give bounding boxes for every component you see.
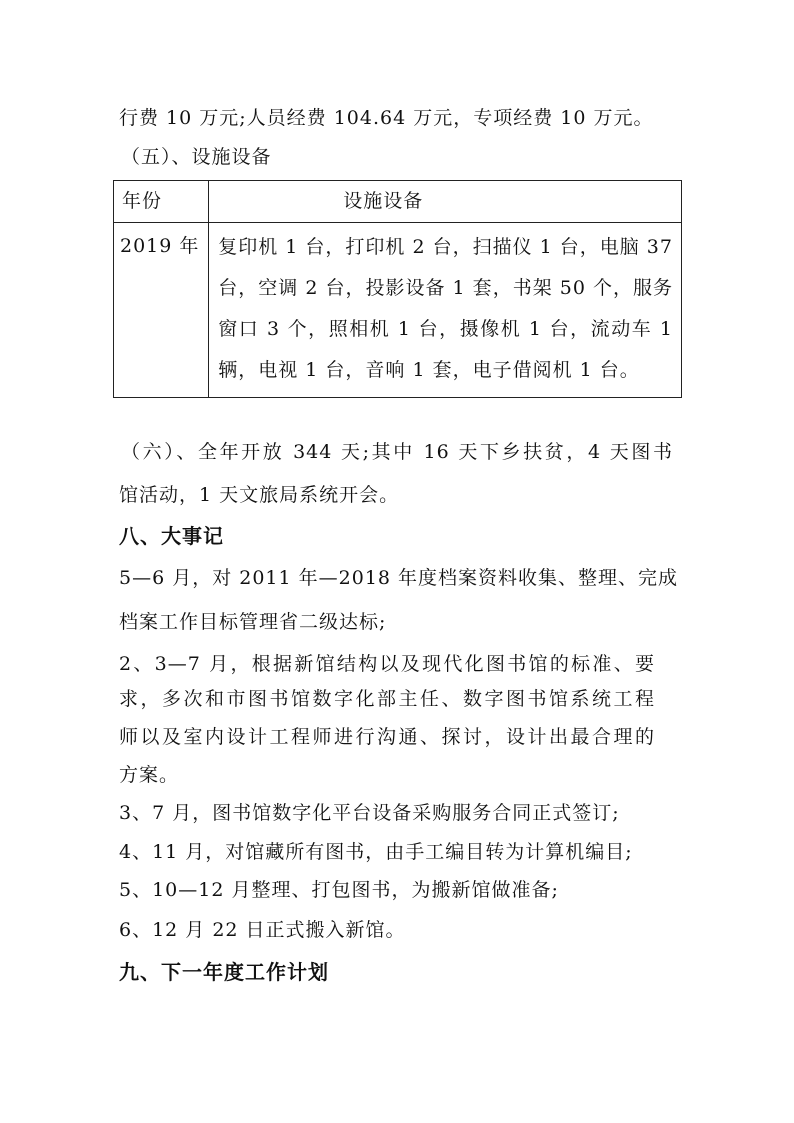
next-plan-heading: 九、下一年度工作计划 <box>119 960 329 984</box>
event-item-line: 方案。 <box>119 764 180 786</box>
event-item-line: 3、7 月，图书馆数字化平台设备采购服务合同正式签订; <box>119 802 620 824</box>
events-heading: 八、大事记 <box>119 524 224 548</box>
event-item-line: 6、12 月 22 日正式搬入新馆。 <box>119 919 406 941</box>
year-cell: 2019 年 <box>114 223 209 398</box>
table-header-row <box>114 181 682 223</box>
event-item-line: 求，多次和市图书馆数字化部主任、数字图书馆系统工程 <box>119 688 655 710</box>
event-item-line: 5—6 月，对 2011 年—2018 年度档案资料收集、整理、完成 <box>119 567 679 589</box>
open-days-line-continued: 馆活动，1 天文旅局系统开会。 <box>119 484 400 506</box>
equipment-line: 辆，电视 1 台，音响 1 套，电子借阅机 1 台。 <box>218 359 640 381</box>
equipment-line: 台，空调 2 台，投影设备 1 套，书架 50 个，服务 <box>218 277 673 299</box>
event-item-line: 5、10—12 月整理、打包图书，为搬新馆做准备; <box>119 879 559 901</box>
equipment-cell <box>209 223 682 398</box>
event-item-line: 档案工作目标管理省二级达标; <box>119 611 387 633</box>
equipment-line: 窗口 3 个，照相机 1 台，摄像机 1 台，流动车 1 <box>218 318 673 340</box>
event-item-line: 2、3—7 月，根据新馆结构以及现代化图书馆的标准、要 <box>119 653 655 675</box>
equipment-line: 复印机 1 台，打印机 2 台，扫描仪 1 台，电脑 37 <box>218 236 673 258</box>
open-days-line: （六）、全年开放 344 天;其中 16 天下乡扶贫，4 天图书 <box>121 441 673 463</box>
header-equipment: 设施设备 <box>209 181 682 223</box>
section-title-facilities: （五）、设施设备 <box>121 146 272 168</box>
event-item-line: 师以及室内设计工程师进行沟通、探讨，设计出最合理的 <box>119 726 655 748</box>
facility-table <box>113 180 682 398</box>
budget-line: 行费 10 万元;人员经费 104.64 万元，专项经费 10 万元。 <box>119 107 654 129</box>
header-year: 年份 <box>114 181 209 223</box>
event-item-line: 4、11 月，对馆藏所有图书，由手工编目转为计算机编目; <box>119 841 633 863</box>
table-row <box>114 223 682 398</box>
